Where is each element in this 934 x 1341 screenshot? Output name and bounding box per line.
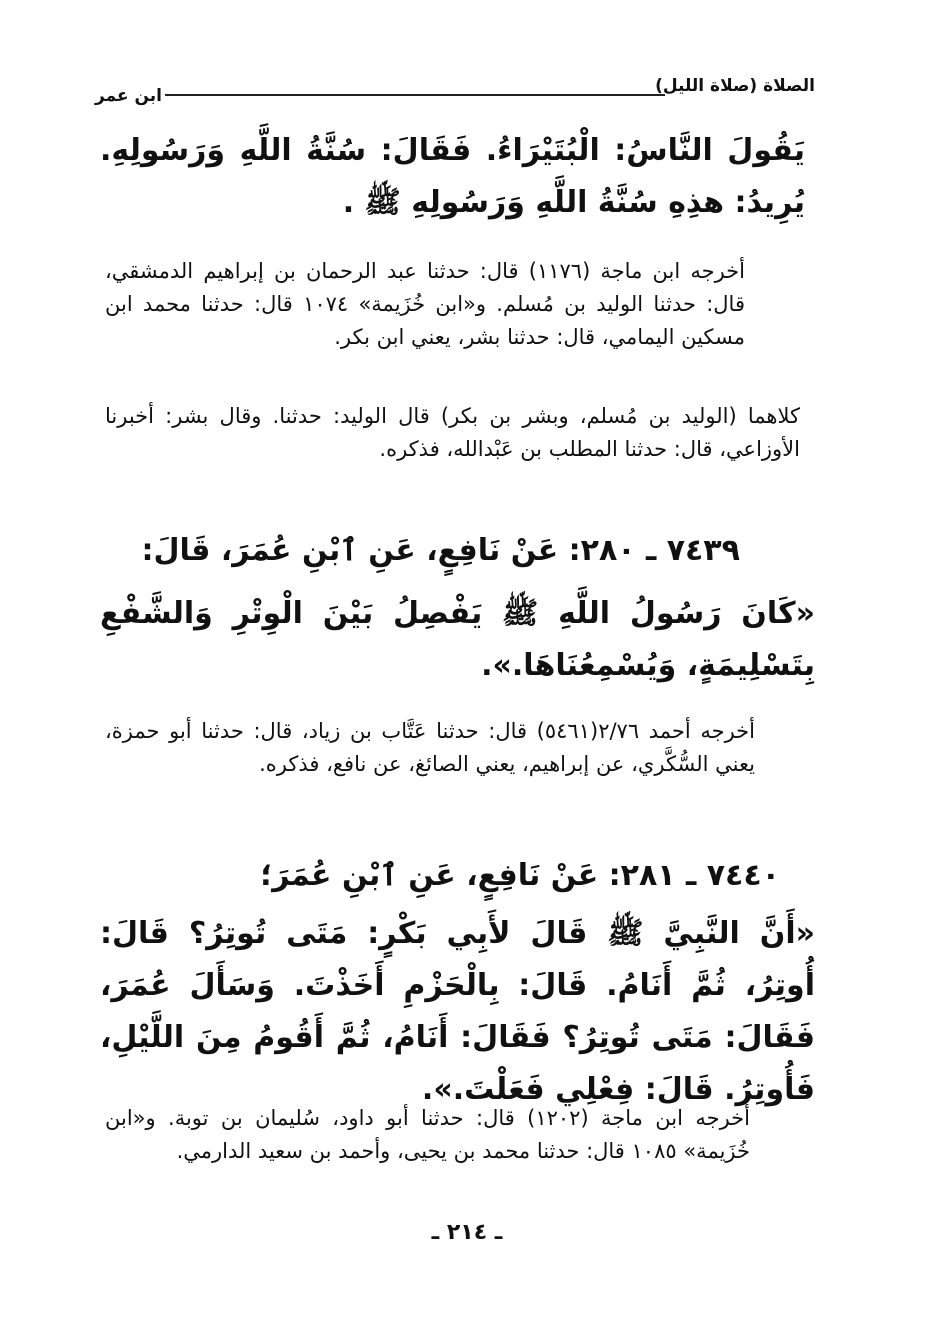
hadith-7439-heading: ٧٤٣٩ ـ ٢٨٠: عَنْ نَافِعٍ، عَنِ ٱبْنِ عُمَرَ، قَالَ: [141,533,740,568]
hadith-7440-text: «أَنَّ النَّبِيَّ ﷺ قَالَ لأَبِي بَكْرٍ: مَتَى تُوتِرُ؟ قَالَ: أُوتِرُ، ثُمَّ أَنَامُ. قَالَ: بِالْحَزْمِ أَخَذْتَ. وَسَأَلَ عُمَرَ، فَقَالَ: مَتَى تُوتِرُ؟ فَقَالَ: أَنَامُ، ثُمَّ أَقُومُ مِنَ اللَّيْلِ، فَأُوتِرُ. قَالَ: فِعْلِي فَعَلْتَ.». [100,916,815,1107]
hadith-continuation: يَقُولَ النَّاسُ: الْبُتَيْرَاءُ. فَقَالَ: سُنَّةُ اللَّهِ وَرَسُولِهِ. يُرِيدُ: هذِهِ سُنَّةُ اللَّهِ وَرَسُولِهِ ﷺ . [100,133,805,220]
header-narrator: ابن عمر [95,86,163,106]
hadith-7439-text: «كَانَ رَسُولُ اللَّهِ ﷺ يَفْصِلُ بَيْنَ الْوِتْرِ وَالشَّفْعِ بِتَسْلِيمَةٍ، وَيُسْمِعُنَاهَا.». [100,596,815,683]
page-number: ـ ٢١٤ ـ [431,1220,503,1245]
running-header [95,70,815,110]
header-section-title: الصلاة (صلاة الليل) [655,76,815,96]
takhrij-paragraph-3: أخرجه أحمد ٢/٧٦(٥٤٦١) قال: حدثنا عَتَّاب بن زياد، قال: حدثنا أبو حمزة، يعني السُّكَّري، عن إبراهيم، يعني الصائغ، عن نافع، فذكره. [105,719,755,776]
takhrij-paragraph-1: أخرجه ابن ماجة (١١٧٦) قال: حدثنا عبد الرحمان بن إبراهيم الدمشقي، قال: حدثنا الوليد بن مُسلم. و«ابن خُزَيمة» ١٠٧٤ قال: حدثنا محمد ابن مسكين اليمامي، قال: حدثنا بشر، يعني ابن بكر. [105,259,745,349]
hadith-7440-heading: ٧٤٤٠ ـ ٢٨١: عَنْ نَافِعٍ، عَنِ ٱبْنِ عُمَرَ؛ [260,858,780,893]
takhrij-paragraph-4: أخرجه ابن ماجة (١٢٠٢) قال: حدثنا أبو داود، سُليمان بن توبة. و«ابن خُزَيمة» ١٠٨٥ قال: حدثنا محمد بن يحيى، وأحمد بن سعيد الدارمي. [105,1106,750,1163]
takhrij-paragraph-2: كلاهما (الوليد بن مُسلم، وبشر بن بكر) قال الوليد: حدثنا. وقال بشر: أخبرنا الأوزاعي، قال: حدثنا المطلب بن عَبْدالله، فذكره. [105,404,800,461]
header-rule [165,94,665,96]
